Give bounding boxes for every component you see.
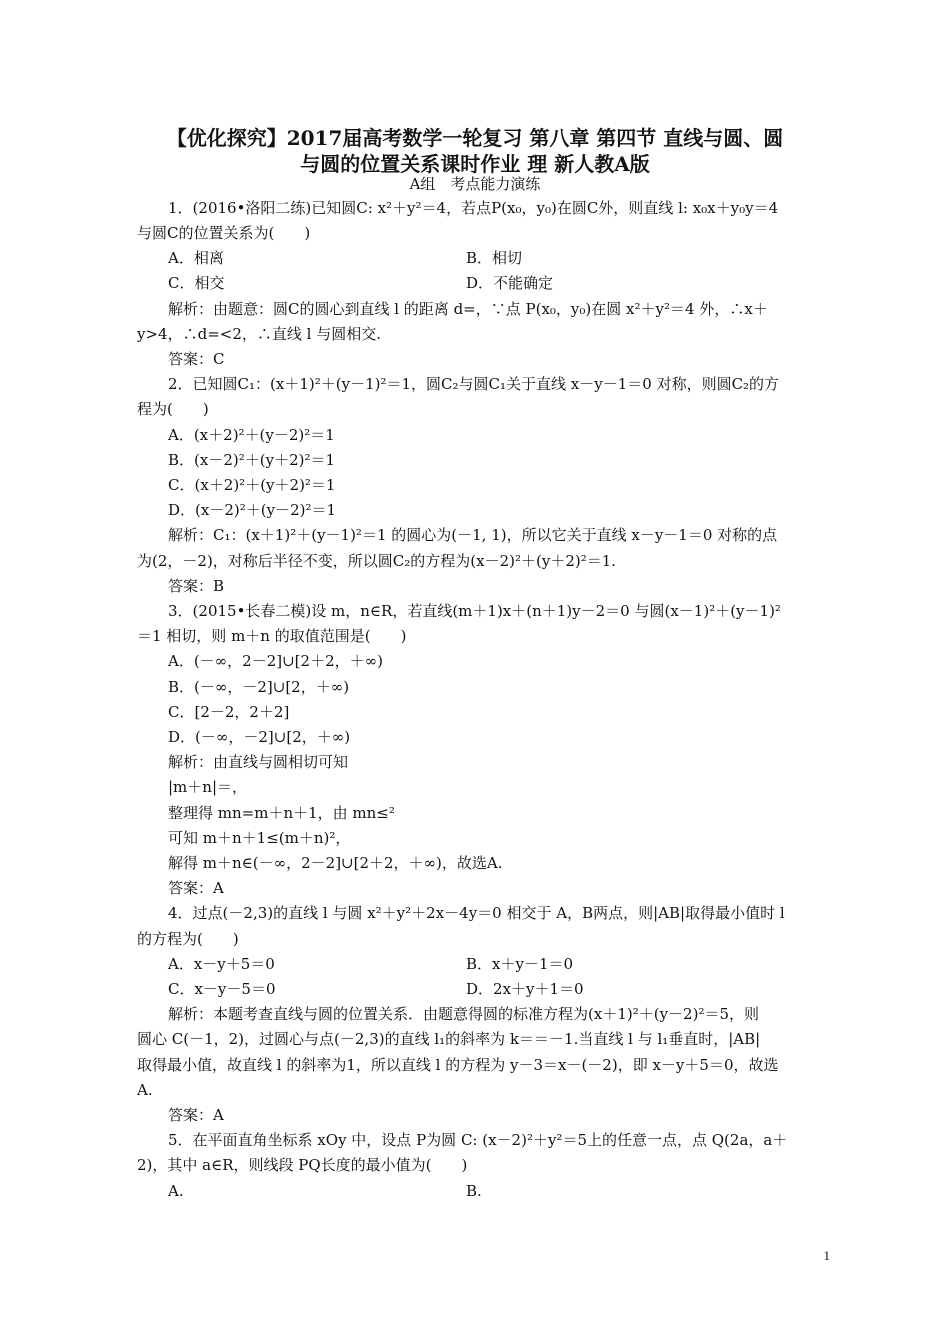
q1-solution-line: y>4，∴d=<2，∴直线 l 与圆相交. [137,325,381,343]
q2-option-b: B．(x－2)²＋(y＋2)²＝1 [168,451,336,469]
doc-title-line-1: 【优化探究】2017届高考数学一轮复习 第八章 第四节 直线与圆、圆 [166,126,784,150]
q1-solution-line: 解析：由题意：圆C的圆心到直线 l 的距离 d=，∵点 P(x₀，y₀)在圆 x²＋y²＝4 外，∴x＋ [168,300,768,318]
q4-stem-line: 4．过点(－2,3)的直线 l 与圆 x²＋y²＋2x－4y＝0 相交于 A，B两点，则|AB|取得最小值时 l [168,904,785,922]
q5-option-b: B. [466,1182,482,1200]
q2-option-c: C．(x＋2)²＋(y＋2)²＝1 [168,476,336,494]
q1-stem-line: 1．(2016•洛阳二练)已知圆C: x²＋y²＝4，若点P(x₀，y₀)在圆C外，则直线 l: x₀x＋y₀y＝4 [168,199,779,217]
q2-option-a: A．(x＋2)²＋(y－2)²＝1 [168,426,335,444]
q4-solution-line: 解析：本题考查直线与圆的位置关系．由题意得圆的标准方程为(x＋1)²＋(y－2)²＝5，则 [168,1005,760,1023]
q1-option-c: C．相交 [168,274,225,292]
q5-option-a: A. [168,1182,184,1200]
q2-option-d: D．(x－2)²＋(y－2)²＝1 [168,501,337,519]
q4-solution-line: 圆心 C(－1，2)，过圆心与点(－2,3)的直线 l₁的斜率为 k＝＝－1.当直线 l 与 l₁垂直时，|AB| [137,1030,761,1048]
q4-option-b: B．x＋y－1＝0 [466,955,574,973]
q4-option-c: C．x－y－5＝0 [168,980,276,998]
q3-option-b: B．(－∞，－2]∪[2，＋∞) [168,678,350,696]
q3-stem-line: ＝1 相切，则 m＋n 的取值范围是( ) [137,627,407,645]
q3-solution-line: 解析：由直线与圆相切可知 [168,753,349,771]
q3-solution-line: 可知 m＋n＋1≤(m＋n)²， [168,829,351,847]
q5-stem-line: 2)，其中 a∈R，则线段 PQ长度的最小值为( ) [137,1156,468,1174]
q2-answer: 答案：B [168,577,225,595]
section-heading: A组 考点能力演练 [409,175,541,193]
q3-option-c: C．[2－2，2＋2] [168,703,290,721]
q3-solution-line: |m＋n|＝， [168,778,247,796]
q2-stem-line: 2．已知圆C₁：(x＋1)²＋(y－1)²＝1，圆C₂与圆C₁关于直线 x－y－1＝0 对称，则圆C₂的方 [168,375,780,393]
q2-solution-line: 为(2，－2)，对称后半径不变，所以圆C₂的方程为(x－2)²＋(y＋2)²＝1. [137,552,617,570]
q4-option-d: D．2x＋y＋1＝0 [466,980,584,998]
q1-option-d: D．不能确定 [466,274,554,292]
q3-option-a: A．(－∞，2－2]∪[2＋2，＋∞) [168,652,383,670]
q1-stem-line: 与圆C的位置关系为( ) [137,224,311,242]
doc-title-line-2: 与圆的位置关系课时作业 理 新人教A版 [300,152,650,176]
q4-option-a: A．x－y＋5＝0 [168,955,275,973]
q1-option-b: B．相切 [466,249,523,267]
q4-stem-line: 的方程为( ) [137,930,239,948]
q2-stem-line: 程为( ) [137,400,209,418]
q3-solution-line: 整理得 mn=m＋n＋1，由 mn≤² [168,804,395,822]
q3-option-d: D．(－∞，－2]∪[2，＋∞) [168,728,351,746]
q4-solution-line: A. [137,1081,153,1099]
q3-answer: 答案：A [168,879,224,897]
q4-solution-line: 取得最小值，故直线 l 的斜率为1，所以直线 l 的方程为 y－3＝x－(－2)，即 x－y＋5＝0，故选 [137,1056,779,1074]
q2-solution-line: 解析：C₁：(x＋1)²＋(y－1)²＝1 的圆心为(－1, 1)，所以它关于直线 x－y－1＝0 对称的点 [168,526,778,544]
q1-option-a: A．相离 [168,249,224,267]
q5-stem-line: 5．在平面直角坐标系 xOy 中，设点 P为圆 C: (x－2)²＋y²＝5上的任意一点，点 Q(2a，a＋ [168,1131,788,1149]
q4-answer: 答案：A [168,1106,224,1124]
q1-answer: 答案：C [168,350,225,368]
page-number: 1 [823,1248,830,1263]
q3-stem-line: 3．(2015•长春二模)设 m，n∈R，若直线(m＋1)x＋(n＋1)y－2＝0 与圆(x－1)²＋(y－1)² [168,602,781,620]
q3-solution-line: 解得 m＋n∈(－∞，2－2]∪[2＋2，＋∞)，故选A. [168,854,503,872]
